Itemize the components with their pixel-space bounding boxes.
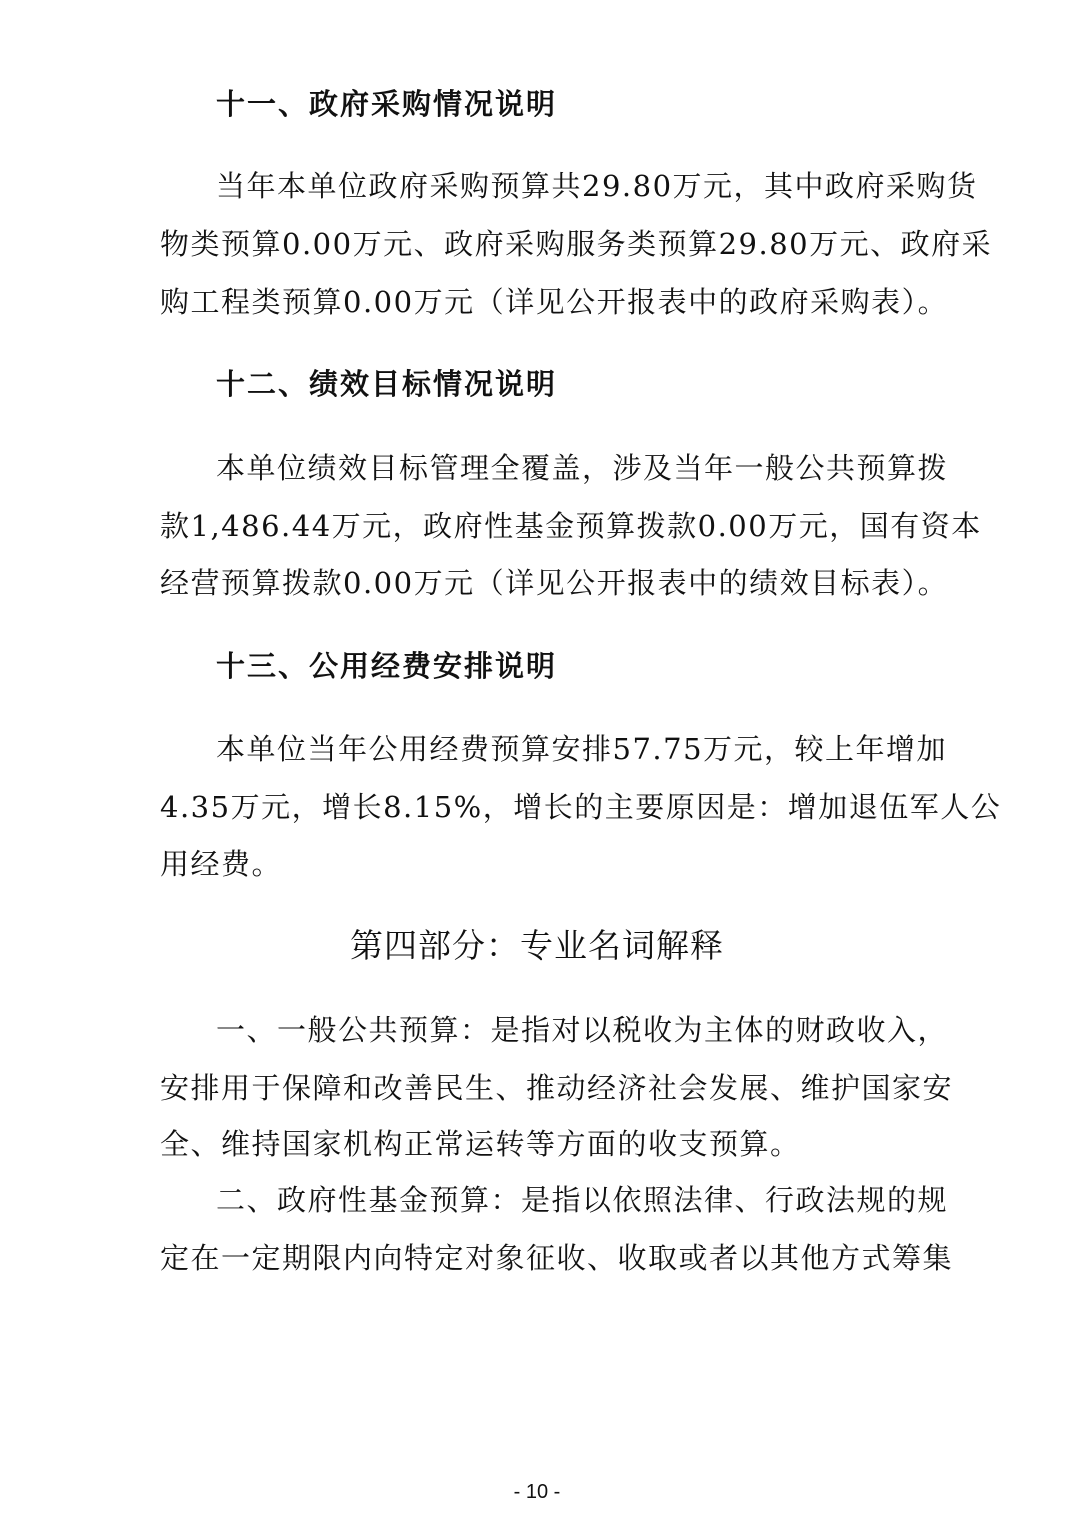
section-11-line-2: 物类预算0.00万元、政府采购服务类预算29.80万元、政府采: [160, 227, 993, 261]
section-heading-13: 十三、公用经费安排说明: [216, 649, 558, 683]
term-1-line-1: 一、一般公共预算：是指对以税收为主体的财政收入，: [216, 1013, 949, 1047]
section-13-line-2: 4.35万元，增长8.15%，增长的主要原因是：增加退伍军人公: [160, 790, 1002, 824]
term-2-line-2: 定在一定期限内向特定对象征收、收取或者以其他方式筹集: [160, 1241, 954, 1275]
term-1-line-3: 全、维持国家机构正常运转等方面的收支预算。: [160, 1127, 801, 1161]
section-13-line-3: 用经费。: [160, 847, 283, 881]
section-heading-12: 十二、绩效目标情况说明: [216, 367, 558, 401]
part-four-title: 第四部分：专业名词解释: [350, 926, 724, 965]
section-12-line-2: 款1,486.44万元，政府性基金预算拨款0.00万元，国有资本: [160, 509, 982, 543]
page-number: - 10 -: [513, 1481, 561, 1503]
section-11-line-3: 购工程类预算0.00万元（详见公开报表中的政府采购表）。: [160, 285, 949, 319]
section-13-line-1: 本单位当年公用经费预算安排57.75万元，较上年增加: [216, 732, 948, 766]
term-2-line-1: 二、政府性基金预算：是指以依照法律、行政法规的规: [216, 1183, 949, 1217]
section-12-line-1: 本单位绩效目标管理全覆盖，涉及当年一般公共预算拨: [216, 451, 949, 485]
section-11-line-1: 当年本单位政府采购预算共29.80万元，其中政府采购货: [216, 169, 978, 203]
section-heading-11: 十一、政府采购情况说明: [216, 87, 558, 121]
section-12-line-3: 经营预算拨款0.00万元（详见公开报表中的绩效目标表）。: [160, 566, 949, 600]
term-1-line-2: 安排用于保障和改善民生、推动经济社会发展、维护国家安: [160, 1071, 954, 1105]
